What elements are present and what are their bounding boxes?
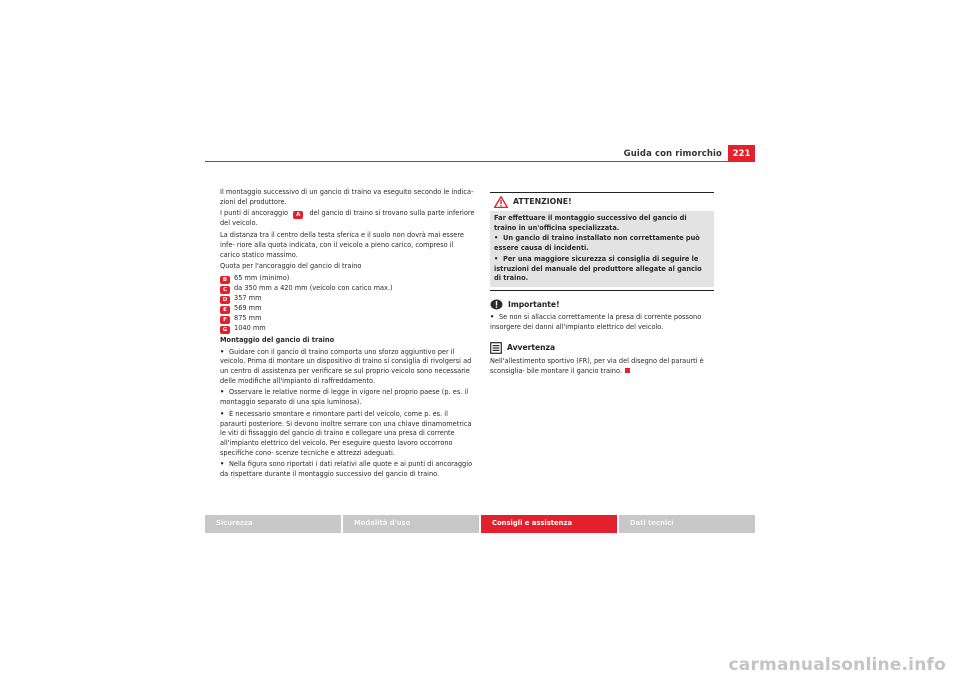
page-header-title: Guida con rimorchio <box>623 149 722 159</box>
end-of-section-marker <box>625 368 630 373</box>
exclamation-icon <box>490 299 503 310</box>
marker-b: B <box>220 276 230 284</box>
mount-section-title: Montaggio del gancio di traino <box>220 335 335 344</box>
mount-bullet <box>220 410 475 459</box>
bullet-dot: • <box>220 409 225 418</box>
marker-a: A <box>293 211 303 219</box>
warning-bullet <box>494 234 710 253</box>
quota-value: 875 mm <box>234 313 262 322</box>
marker-g: G <box>220 326 230 334</box>
note-text: Nell'allestimento sportivo (FR), per via del disegno del paraurti è sconsiglia- bile montare il gancio traino. <box>490 357 704 376</box>
info-document-icon <box>490 342 502 354</box>
anchor-points-text-post: del gancio di traino si trovano sulla parte inferiore del veicolo. <box>220 209 475 228</box>
note-paragraph <box>490 357 714 376</box>
left-column <box>220 188 475 482</box>
warning-lead: Far effettuare il montaggio successivo del gancio di traino in un'officina specializzata. <box>494 214 687 232</box>
note-header <box>490 342 714 354</box>
anchor-points-paragraph <box>220 209 475 229</box>
warning-bullet-text: Un gancio di traino installato non correttamente può essere causa di incidenti. <box>494 234 700 253</box>
warning-box <box>490 192 714 291</box>
note-title: Avvertenza <box>507 343 556 353</box>
quota-value: da 350 mm a 420 mm (veicolo con carico max.) <box>234 283 393 292</box>
warning-bullet <box>494 255 710 284</box>
marker-e: E <box>220 306 230 314</box>
footer-nav <box>205 515 755 533</box>
quota-item <box>220 284 475 294</box>
warning-title: ATTENZIONE! <box>513 197 572 207</box>
important-paragraph <box>490 313 714 332</box>
important-title: Importante! <box>508 299 560 309</box>
quota-value: 357 mm <box>234 293 262 302</box>
quota-title: Quota per l'ancoraggio del gancio di traino <box>220 262 362 271</box>
quota-item <box>220 304 475 314</box>
mount-bullet-text: Guidare con il gancio di traino comporta uno sforzo aggiuntivo per il veicolo. Prima di montare un dispositivo di traino si consiglia di rivolgersi ad un centro di assistenza per verificare se sul proprio veicolo sono necessarie delle modifiche all'impianto di raffreddamento. <box>220 347 472 385</box>
mount-bullet <box>220 388 475 407</box>
bullet-dot: • <box>220 460 225 469</box>
marker-f: F <box>220 316 230 324</box>
quota-value: 65 mm (minimo) <box>234 273 290 282</box>
mount-bullet <box>220 460 475 479</box>
mount-bullet-text: Nella figura sono riportati i dati relativi alle quote e ai punti di ancoraggio da rispettare durante il montaggio successivo del gancio di traino. <box>220 460 473 479</box>
tab-consigli-assistenza[interactable]: Consigli e assistenza <box>481 515 617 533</box>
page-number: 221 <box>728 145 755 162</box>
bullet-dot: • <box>494 254 499 263</box>
bullet-dot: • <box>494 234 499 243</box>
warning-triangle-icon <box>494 196 508 208</box>
warning-body <box>490 211 714 287</box>
warning-bullet-text: Per una maggiore sicurezza si consiglia di seguire le istruzioni del manuale del produttore allegate al gancio di traino. <box>494 254 702 283</box>
quota-list <box>220 274 475 334</box>
watermark-text: carmanualsonline.info <box>728 655 946 675</box>
mount-bullet-text: Osservare le relative norme di legge in vigore nel proprio paese (p. es. il montaggio separato di una spia luminosa). <box>220 388 469 407</box>
quota-value: 1040 mm <box>234 323 266 332</box>
quota-item <box>220 314 475 324</box>
distance-paragraph: La distanza tra il centro della testa sferica e il suolo non dovrà mai essere infe- riore alla quota indicata, con il veicolo a pieno carico, compreso il carico statico massimo. <box>220 231 464 259</box>
mount-bullet-text: È necessario smontare e rimontare parti del veicolo, come p. es. il paraurti posteriore. Si devono inoltre serrare con una chiave dinamometrica le viti di fissaggio del gancio di traino e collegare una presa di corrente all'impianto elettrico del veicolo. Per eseguire questo lavoro occorrono specifiche cono- scenze tecniche e attrezzi adeguati. <box>220 409 472 457</box>
quota-value: 569 mm <box>234 303 262 312</box>
quota-item <box>220 324 475 334</box>
marker-d: D <box>220 296 230 304</box>
tab-modalita-uso[interactable]: Modalità d'uso <box>343 515 479 533</box>
quota-item <box>220 294 475 304</box>
tab-sicurezza[interactable]: Sicurezza <box>205 515 341 533</box>
intro-paragraph: Il montaggio successivo di un gancio di traino va eseguito secondo le indica- zioni del produttore. <box>220 188 474 206</box>
header-divider <box>205 161 755 162</box>
tab-dati-tecnici[interactable]: Dati tecnici <box>619 515 755 533</box>
marker-c: C <box>220 286 230 294</box>
bullet-dot: • <box>220 347 225 356</box>
important-header <box>490 299 714 310</box>
mount-bullet <box>220 348 475 387</box>
quota-item <box>220 274 475 284</box>
bullet-dot: • <box>490 312 495 321</box>
anchor-points-text-pre: I punti di ancoraggio <box>220 209 289 218</box>
important-text: Se non si allaccia correttamente la presa di corrente possono insorgere dei danni all'impianto elettrico del veicolo. <box>490 312 702 331</box>
warning-header <box>490 193 714 211</box>
right-column <box>490 192 714 379</box>
bullet-dot: • <box>220 388 225 397</box>
